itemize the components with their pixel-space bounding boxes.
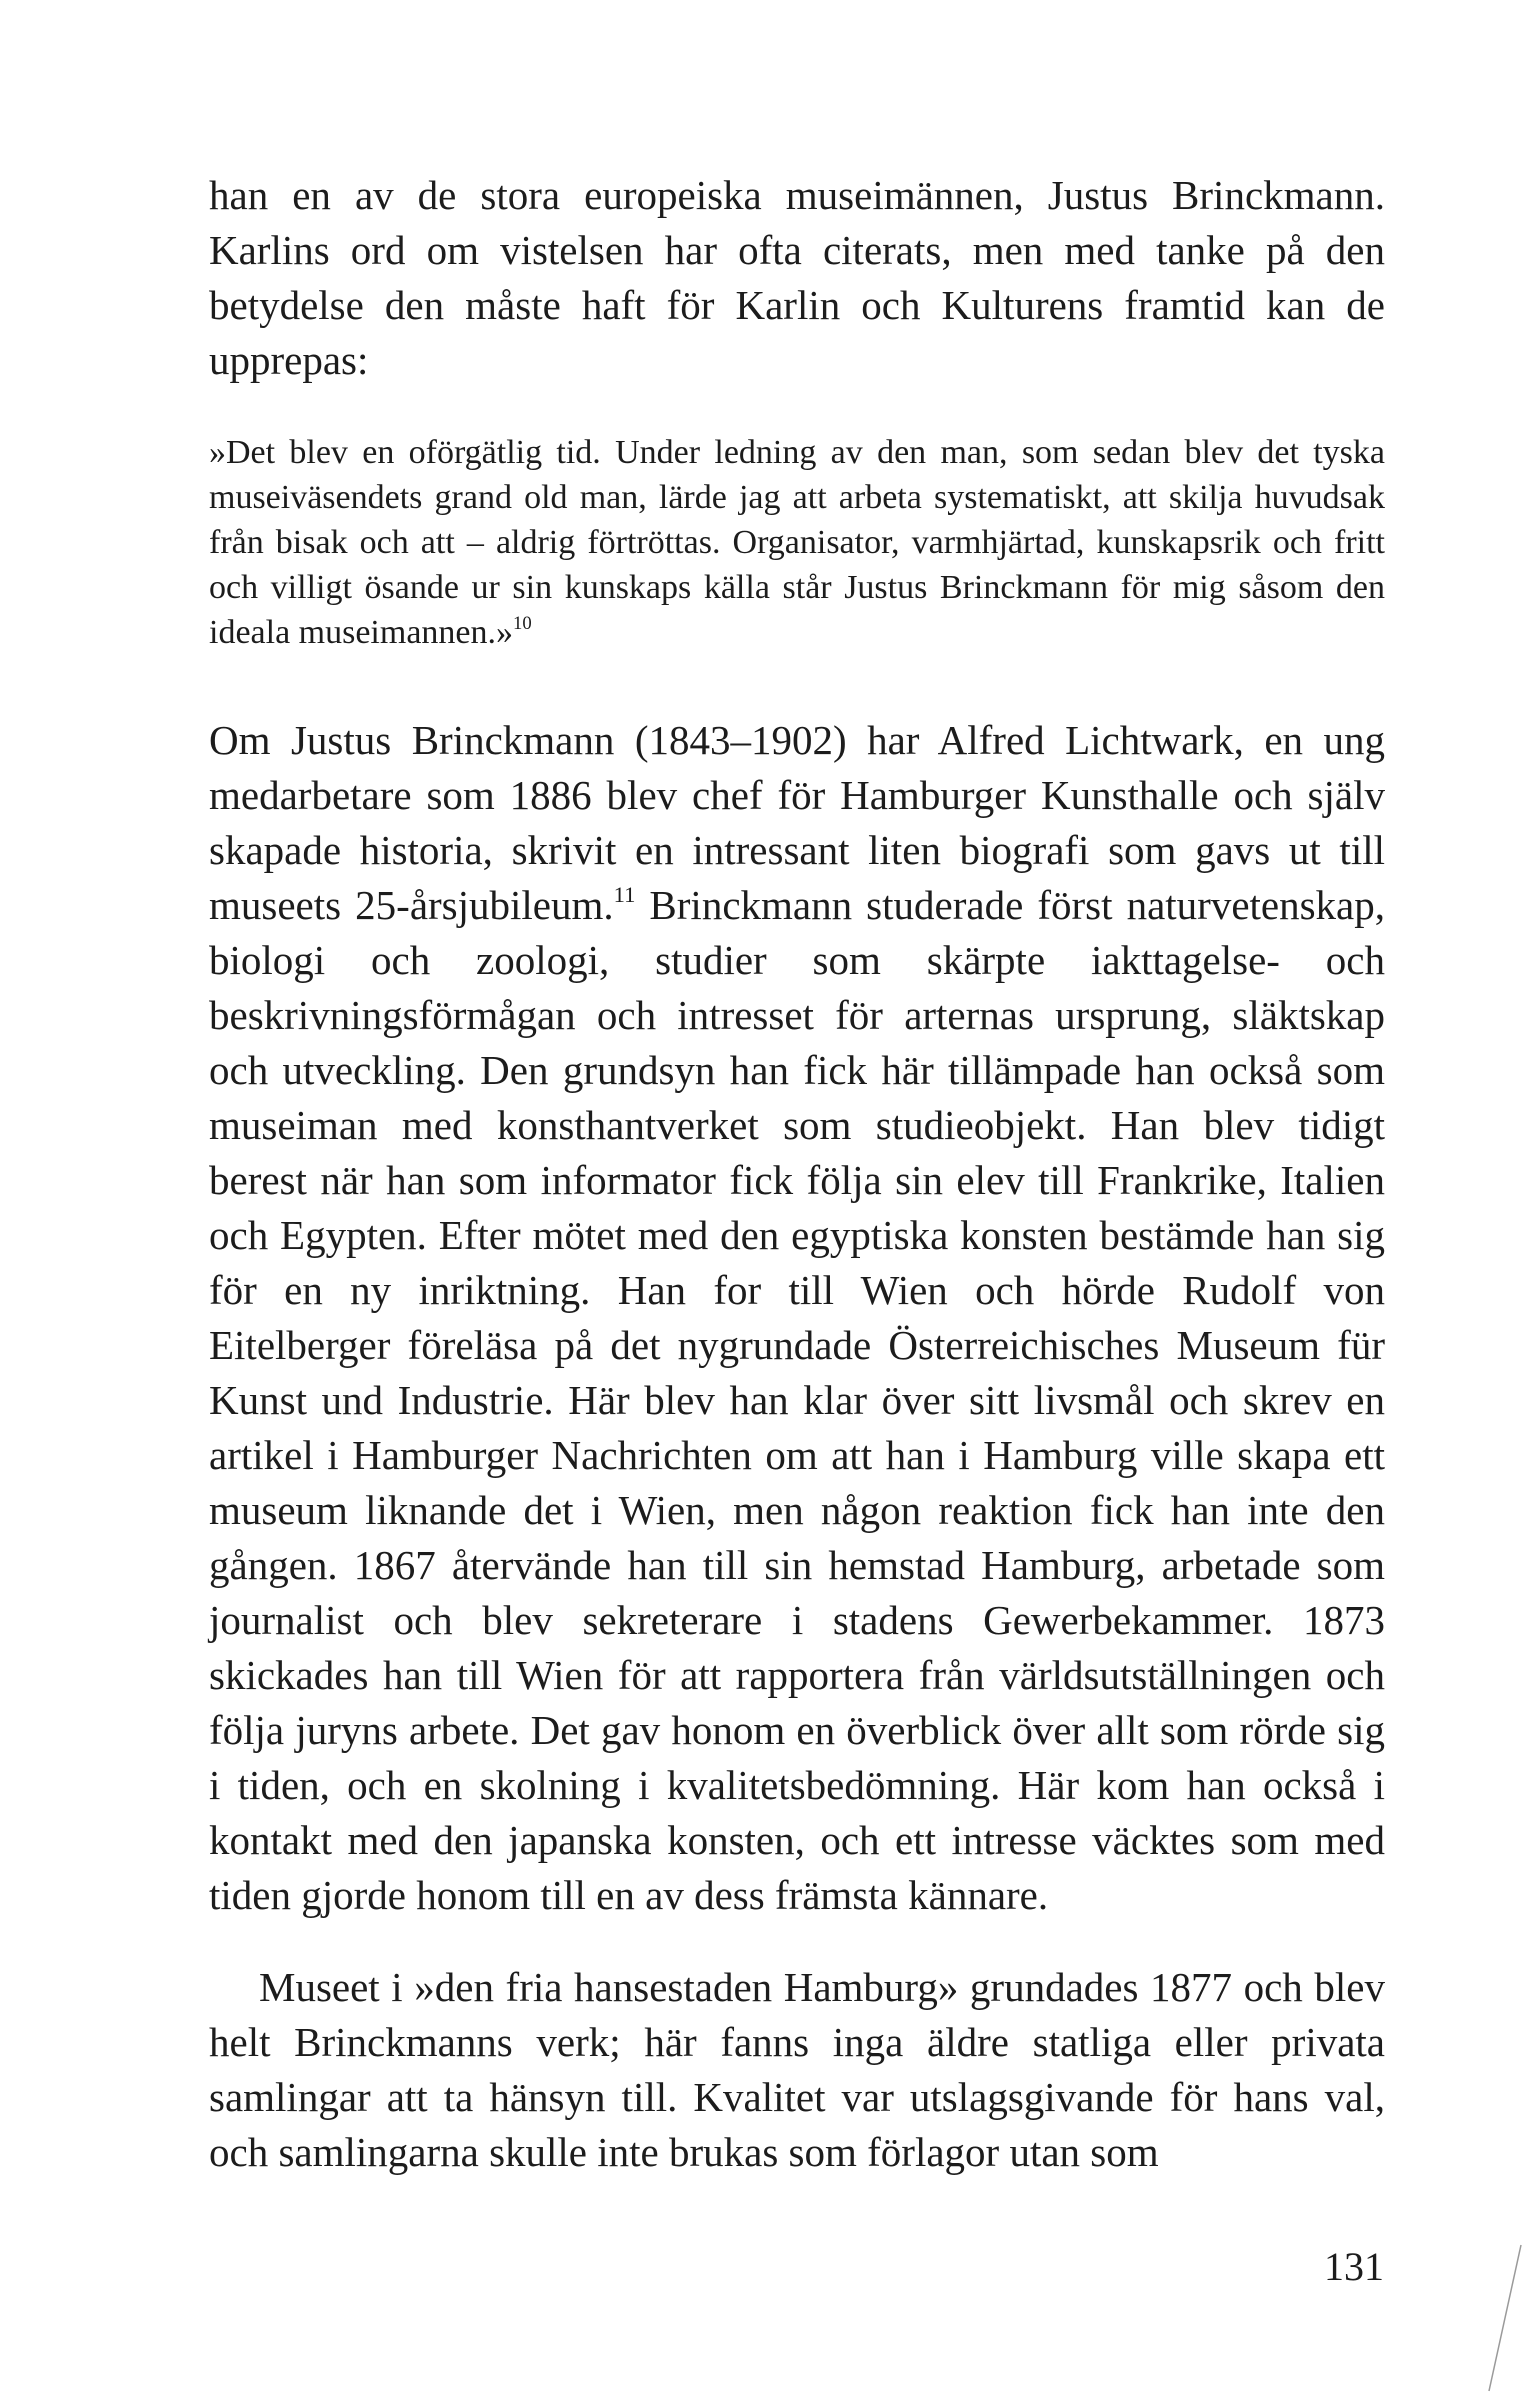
block-quote-text: »Det blev en oförgätlig tid. Under ledning av den man, som sedan blev det tyska museiväsendets grand old man, lärde jag att arbeta systematiskt, att skilja huvudsak från bisak och att – aldrig förtröttas. Organisator, varmhjärtad, kunskapsrik och fritt och villigt ösande ur sin kunskaps källa står Justus Brinckmann för mig såsom den ideala museimannen.» [209, 434, 1385, 651]
scan-edge-mark [1483, 2243, 1523, 2393]
block-quote [209, 430, 1385, 655]
next-paragraph: Museet i »den fria hansestaden Hamburg» grundades 1877 och blev helt Brinckmanns verk; här fanns inga äldre statliga eller privata samlingar att ta hänsyn till. Kvalitet var utslagsgivande för hans val, och samlingarna skulle inte brukas som förlagor utan som [209, 1964, 1385, 2175]
main-paragraph [209, 713, 1385, 1923]
main-paragraph-text-rest: Brinckmann studerade först naturvetenskap, biologi och zoologi, studier som skärpte iakttagelse- och beskrivningsförmågan och intresset för arternas ursprung, släktskap och utveckling. Den grundsyn han fick här tillämpade han också som museiman med konsthantverket som studieobjekt. Han blev tidigt berest när han som informator fick följa sin elev till Frankrike, Italien och Egypten. Efter mötet med den egyptiska konsten bestämde han sig för en ny inriktning. Han for till Wien och hörde Rudolf von Eitelberger föreläsa på det nygrundade Österreichisches Museum für Kunst und Industrie. Här blev han klar över sitt livsmål och skrev en artikel i Hamburger Nachrichten om att han i Hamburg ville skapa ett museum liknande det i Wien, men någon reaktion fick han inte den gången. 1867 återvände han till sin hemstad Hamburg, arbetade som journalist och blev sekreterare i stadens Gewerbekammer. 1873 skickades han till Wien för att rapportera från världsutställningen och följa juryns arbete. Det gav honom en överblick över allt som rörde sig i tiden, och en skolning i kvalitetsbedömning. Här kom han också i kontakt med den japanska konsten, och ett intresse väcktes som med tiden gjorde honom till en av dess främsta kännare. [209, 882, 1386, 1918]
opening-paragraph: han en av de stora europeiska museimännen, Justus Brinckmann. Karlins ord om vistelsen har ofta citerats, men med tanke på den betydelse den måste haft för Karlin och Kulturens framtid kan de upprepas: [209, 172, 1385, 383]
footnote-marker-11: 11 [613, 882, 636, 908]
main-paragraph-text-start: Om Justus Brinckmann (1843–1902) har Alfred Lichtwark, en ung medarbetare som 1886 blev chef för Hamburger Kunsthalle och själv skapade historia, skrivit en intressant liten biografi som gavs ut till museets 25-årsjubileum. [209, 717, 1385, 928]
page-number: 131 [1324, 2244, 1384, 2289]
footnote-marker-10: 10 [513, 612, 532, 634]
